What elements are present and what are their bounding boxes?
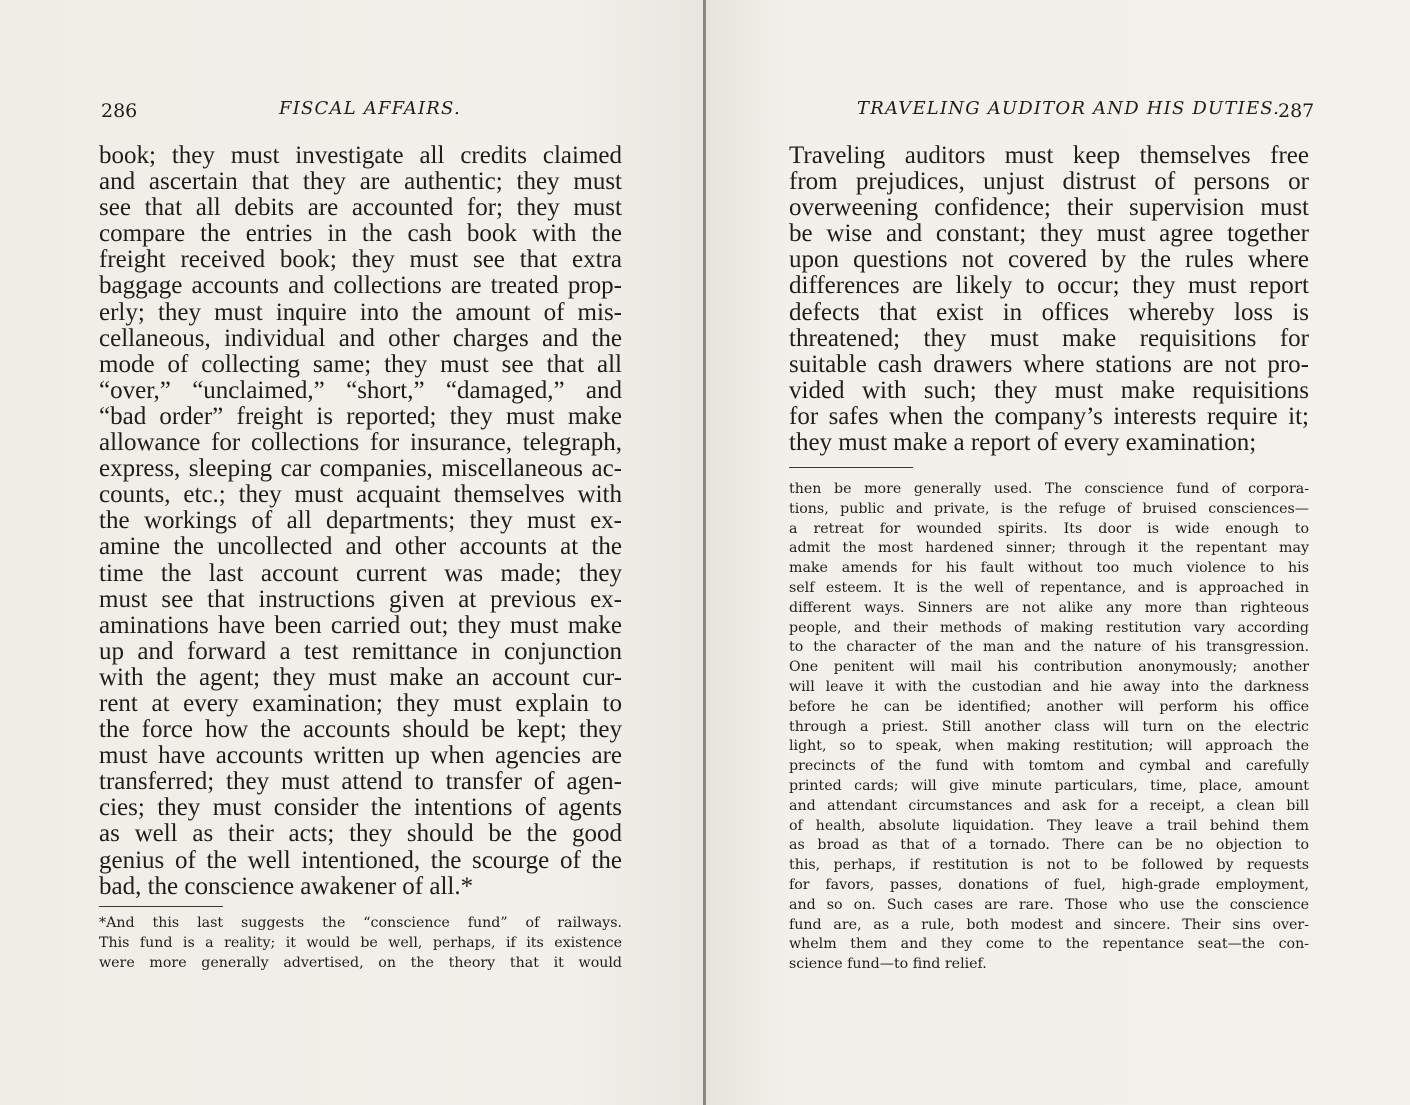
body-line: must see that instructions given at previous ex-	[99, 585, 622, 613]
left-page	[0, 0, 704, 1105]
body-line: aminations have been carried out; they must make	[99, 611, 622, 639]
footnote-line: printed cards; will give minute particulars, time, place, amount	[789, 777, 1309, 794]
body-line: cellaneous, individual and other charges and the	[99, 324, 622, 352]
footnote-line: then be more generally used. The conscience fund of corpora-	[789, 481, 1309, 497]
body-line: threatened; they must make requisitions for	[789, 324, 1309, 352]
footnote-line: precincts of the fund with tomtom and cymbal and carefully	[789, 758, 1309, 775]
body-line: book; they must investigate all credits claimed	[99, 142, 622, 169]
body-line: for safes when the company’s interests require it;	[789, 402, 1309, 430]
footnote-line: a retreat for wounded spirits. Its door is wide enough to	[789, 520, 1309, 537]
footnote-line: were more generally advertised, on the theory that it would	[99, 954, 622, 971]
body-line: rent at every examination; they must explain to	[99, 689, 622, 717]
footnote-line: whelm them and they come to the repentance seat—the con-	[789, 936, 1309, 953]
footnote-line: This fund is a reality; it would be well, perhaps, if its existence	[99, 934, 622, 951]
right-page	[706, 0, 1410, 1105]
body-line: they must make a report of every examination;	[789, 429, 1257, 457]
footnote-line: through a priest. Still another class will turn on the electric	[789, 718, 1309, 735]
body-line: defects that exist in offices whereby loss is	[789, 298, 1309, 326]
body-line: baggage accounts and collections are treated prop-	[99, 272, 622, 300]
body-line: vided with such; they must make requisitions	[789, 376, 1309, 404]
body-line: the workings of all departments; they must ex-	[99, 507, 622, 535]
body-line: “over,” “unclaimed,” “short,” “damaged,” and	[99, 376, 622, 404]
body-line: differences are likely to occur; they must report	[789, 272, 1309, 300]
body-line: as well as their acts; they should be the good	[99, 820, 622, 848]
footnote-line: as broad as that of a tornado. There can be no objection to	[789, 837, 1309, 854]
right-running-head: TRAVELING AUDITOR AND HIS DUTIES.	[857, 98, 1281, 119]
body-line: cies; they must consider the intentions of agents	[99, 794, 622, 822]
footnote-line: for favors, passes, donations of fuel, high-grade employment,	[789, 876, 1309, 893]
left-footnote	[99, 914, 622, 973]
footnote-line: different ways. Sinners are not alike any more than righteous	[789, 599, 1309, 616]
body-line: Traveling auditors must keep themselves free	[789, 142, 1309, 169]
footnote-line: tions, public and private, is the refuge of bruised consciences—	[789, 500, 1309, 517]
footnote-line: light, so to speak, when making restitution; will approach the	[789, 738, 1309, 755]
footnote-line: people, and their methods of making restitution vary according	[789, 619, 1309, 636]
body-line: upon questions not covered by the rules where	[789, 246, 1309, 274]
footnote-line: to the character of the man and the nature of his transgression.	[789, 639, 1309, 656]
body-line: suitable cash drawers where stations are not pro-	[789, 350, 1309, 378]
body-line: erly; they must inquire into the amount of mis-	[99, 298, 622, 326]
body-line: compare the entries in the cash book with the	[99, 220, 622, 248]
footnote-line: before he can be identified; another will perform his office	[789, 698, 1309, 715]
footnote-line: One penitent will mail his contribution anonymously; another	[789, 659, 1309, 676]
body-line: from prejudices, unjust distrust of persons or	[789, 168, 1309, 196]
body-line: with the agent; they must make an account cur-	[99, 663, 622, 691]
body-line: bad, the conscience awakener of all.*	[99, 872, 474, 900]
footnote-line: fund are, as a rule, both modest and sincere. Their sins over-	[789, 916, 1309, 933]
footnote-line: self esteem. It is the well of repentance, and is approached in	[789, 579, 1309, 596]
footnote-line: *And this last suggests the “conscience fund” of railways.	[99, 915, 622, 931]
body-line: be wise and constant; they must agree together	[789, 220, 1309, 248]
body-line: “bad order” freight is reported; they must make	[99, 402, 622, 430]
body-line: amine the uncollected and other accounts at the	[99, 533, 622, 561]
body-line: counts, etc.; they must acquaint themselves with	[99, 481, 622, 509]
right-footnote	[789, 480, 1309, 975]
body-line: genius of the well intentioned, the scourge of the	[99, 846, 622, 874]
footnote-line: make amends for his fault without too much violence to his	[789, 560, 1309, 577]
footnote-line: and attendant circumstances and ask for a receipt, a clean bill	[789, 797, 1309, 814]
footnote-line: will leave it with the custodian and hie away into the darkness	[789, 678, 1309, 695]
footnote-line: of health, absolute liquidation. They leave a trail behind them	[789, 817, 1309, 834]
body-line: mode of collecting same; they must see that all	[99, 350, 622, 378]
body-line: see that all debits are accounted for; they must	[99, 194, 622, 222]
body-line: time the last account current was made; they	[99, 559, 622, 587]
body-line: freight received book; they must see that extra	[99, 246, 622, 274]
body-line: the force how the accounts should be kept; they	[99, 716, 622, 744]
right-body-text	[789, 143, 1309, 456]
footnote-line: this, perhaps, if restitution is not to be followed by requests	[789, 857, 1309, 874]
footnote-line: and so on. Such cases are rare. Those who use the conscience	[789, 896, 1309, 913]
body-line: must have accounts written up when agencies are	[99, 742, 622, 770]
left-body-text	[99, 143, 622, 900]
body-line: transferred; they must attend to transfer of agen-	[99, 768, 622, 796]
left-page-number: 286	[101, 100, 138, 122]
left-running-head: FISCAL AFFAIRS.	[279, 98, 461, 119]
body-line: up and forward a test remittance in conjunction	[99, 637, 622, 665]
footnote-line: admit the most hardened sinner; through it the repentant may	[789, 540, 1309, 557]
body-line: allowance for collections for insurance, telegraph,	[99, 429, 622, 457]
right-page-number: 287	[1278, 100, 1315, 122]
body-line: express, sleeping car companies, miscellaneous ac-	[99, 455, 622, 483]
left-footnote-rule	[99, 906, 223, 907]
right-footnote-rule	[789, 467, 913, 468]
body-line: and ascertain that they are authentic; they must	[99, 168, 622, 196]
body-line: overweening confidence; their supervision must	[789, 194, 1309, 222]
footnote-line: science fund—to find relief.	[789, 956, 987, 973]
